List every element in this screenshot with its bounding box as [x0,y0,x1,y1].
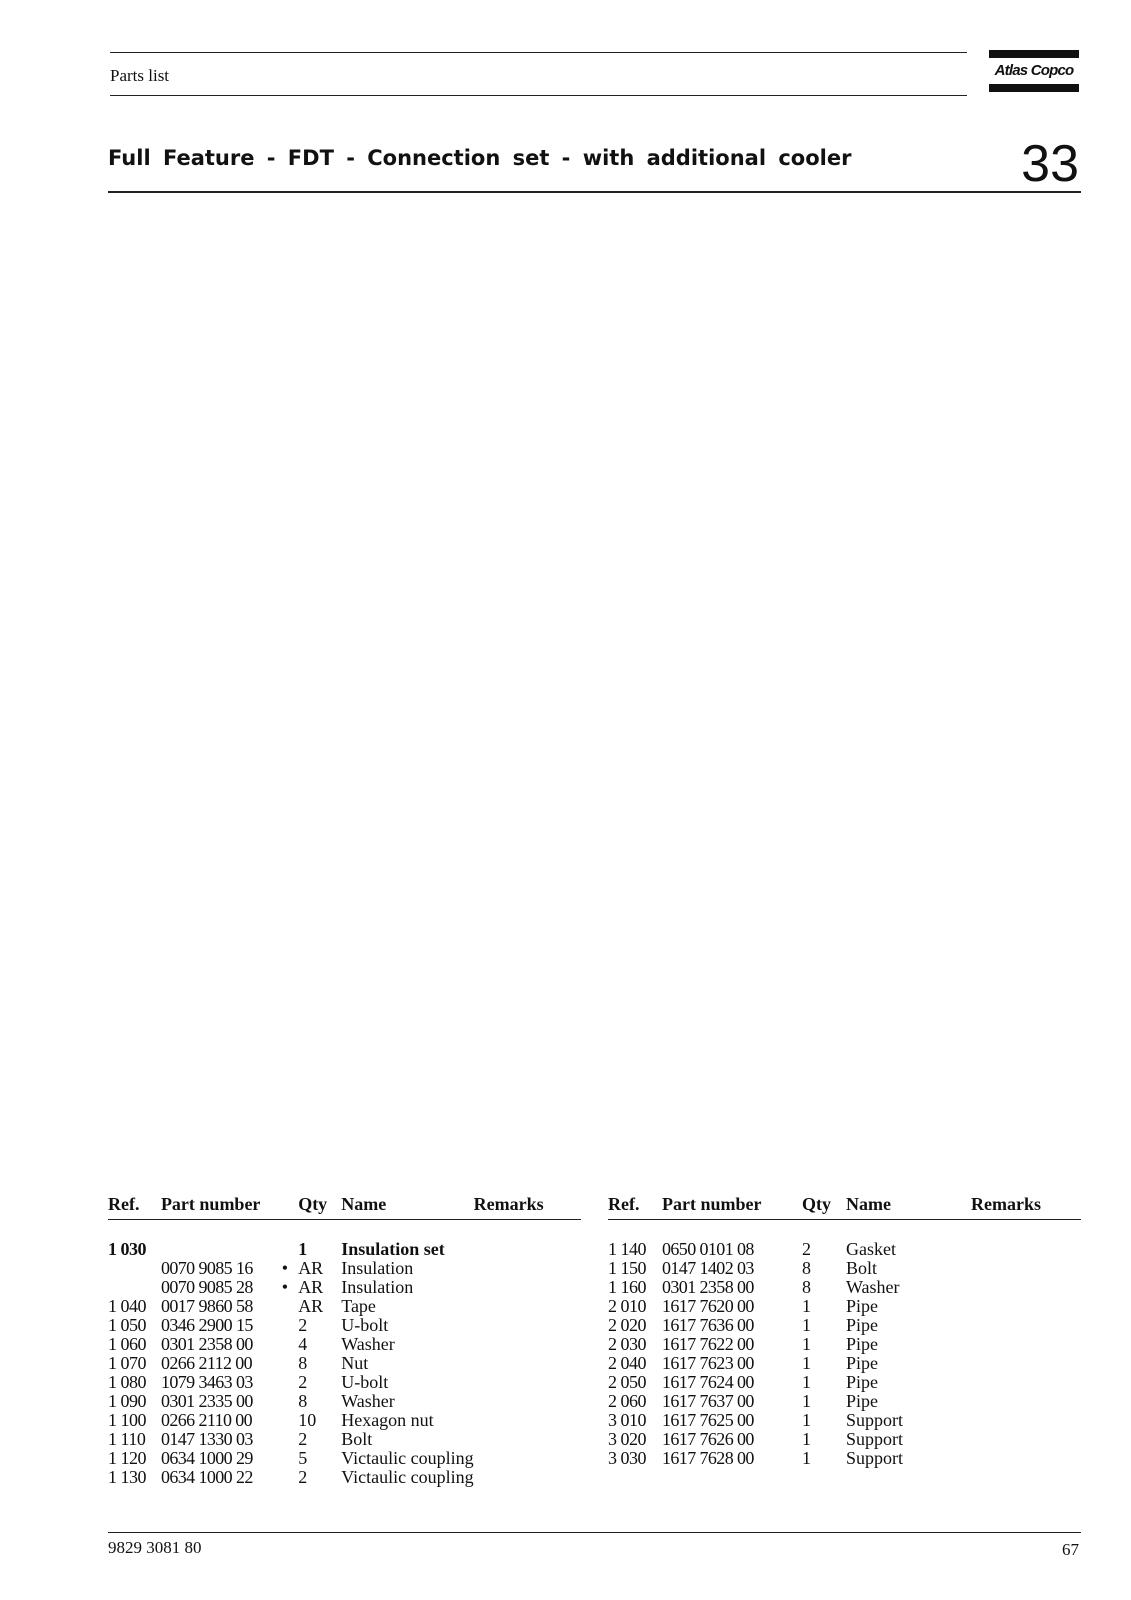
section-label: Parts list [110,66,170,85]
cell-name: Support [846,1448,904,1468]
parts-table-left-body [108,1220,581,1488]
table-row [608,1449,1081,1468]
cell-name: Pipe [846,1315,879,1335]
cell-remarks [474,1392,581,1411]
cell-qty: 2 [298,1315,308,1335]
cell-ref: 3 010 [608,1410,646,1430]
cell-remarks [971,1449,1081,1468]
cell-remarks [474,1354,581,1373]
table-row [108,1297,581,1316]
cell-ref: 1 140 [608,1239,646,1259]
cell-ref [108,1278,161,1297]
cell-remarks [971,1240,1081,1259]
cell-qty: 5 [298,1448,308,1468]
page-title: Full Feature - FDT - Connection set - with additional cooler [108,146,852,170]
cell-part: 1617 7624 00 [662,1372,754,1392]
table-row [108,1468,581,1487]
cell-remarks [474,1430,581,1449]
cell-name: Victaulic coupling [341,1448,474,1468]
cell-part: 1617 7622 00 [662,1334,754,1354]
cell-name: Washer [846,1277,900,1297]
cell-qty: 2 [298,1372,308,1392]
cell-part: 0650 0101 08 [662,1239,754,1259]
company-logo [989,50,1079,94]
cell-name: Pipe [846,1391,879,1411]
table-row [108,1411,581,1430]
col-header-remarks: Remarks [971,1195,1081,1220]
cell-remarks [474,1335,581,1354]
table-row [608,1335,1081,1354]
cell-part [161,1240,272,1259]
cell-qty: 8 [298,1391,308,1411]
cell-ref: 1 130 [108,1467,146,1487]
cell-qty: 1 [802,1429,811,1449]
cell-remarks [474,1468,581,1487]
footer-rule [108,1532,1081,1533]
cell-qty: 4 [298,1334,308,1354]
cell-dot [272,1354,299,1373]
parts-table-right-body [608,1220,1081,1469]
cell-remarks [971,1430,1081,1449]
cell-name: Bolt [846,1258,878,1278]
cell-ref: 3 020 [608,1429,646,1449]
cell-part: 0346 2900 15 [160,1315,253,1335]
cell-qty: 1 [802,1410,811,1430]
spacer-cell [608,1220,1081,1241]
cell-name: Pipe [846,1334,879,1354]
cell-dot [774,1354,802,1373]
cell-ref: 1 150 [608,1258,646,1278]
cell-ref: 1 070 [108,1353,146,1373]
cell-remarks [474,1240,581,1259]
cell-remarks [474,1278,581,1297]
cell-remarks [971,1411,1081,1430]
cell-qty: 1 [298,1239,308,1259]
logo-text: Atlas Copco [994,62,1074,79]
col-header-ref: Ref. [608,1195,662,1220]
cell-qty: AR [298,1258,324,1278]
cell-ref: 1 040 [108,1296,146,1316]
cell-qty: 2 [298,1429,308,1449]
col-header-qty: Qty [802,1195,846,1220]
cell-dot [774,1278,802,1297]
cell-name: Pipe [846,1296,879,1316]
cell-dot [272,1430,299,1449]
cell-remarks [474,1297,581,1316]
table-row [108,1392,581,1411]
cell-ref: 1 030 [108,1239,146,1259]
table-header-row [608,1195,1081,1220]
cell-dot [272,1297,299,1316]
cell-ref: 1 080 [108,1372,146,1392]
table-row [108,1316,581,1335]
cell-dot [272,1373,299,1392]
cell-dot [774,1335,802,1354]
cell-name: Tape [341,1296,376,1316]
table-row [608,1297,1081,1316]
cell-part: 0070 9085 16 [160,1258,253,1278]
cell-name: Support [846,1429,904,1449]
cell-remarks [971,1335,1081,1354]
table-row [608,1316,1081,1335]
cell-name: U-bolt [341,1315,389,1335]
cell-qty: AR [298,1296,324,1316]
cell-qty: 10 [298,1410,317,1430]
cell-name: Insulation set [341,1239,445,1259]
cell-qty: 1 [802,1334,811,1354]
cell-qty: 2 [802,1239,811,1259]
table-row [108,1335,581,1354]
cell-ref: 1 090 [108,1391,146,1411]
cell-part: 1617 7626 00 [662,1429,754,1449]
section-number: 33 [1021,135,1079,193]
cell-name: Nut [341,1353,369,1373]
cell-dot [272,1392,299,1411]
cell-qty: 1 [802,1353,811,1373]
cell-remarks [474,1259,581,1278]
cell-dot: • [281,1277,289,1297]
page-number: 67 [1062,1540,1079,1559]
cell-qty: 1 [802,1391,811,1411]
cell-dot [774,1392,802,1411]
title-rule [108,191,1081,193]
cell-remarks [971,1278,1081,1297]
cell-part: 1617 7625 00 [662,1410,754,1430]
cell-dot [774,1373,802,1392]
cell-name: Insulation [341,1277,414,1297]
cell-dot [774,1316,802,1335]
cell-dot [774,1449,802,1468]
cell-remarks [971,1316,1081,1335]
cell-part: 1617 7623 00 [662,1353,754,1373]
cell-name: U-bolt [341,1372,389,1392]
cell-dot [774,1411,802,1430]
cell-ref: 2 030 [608,1334,646,1354]
cell-qty: 1 [802,1315,811,1335]
cell-dot: • [281,1258,289,1278]
cell-ref: 1 110 [108,1429,146,1449]
cell-ref: 2 020 [608,1315,646,1335]
cell-dot [774,1297,802,1316]
header-top-rule [110,52,967,53]
cell-remarks [474,1449,581,1468]
cell-name: Victaulic coupling [341,1467,474,1487]
cell-dot [272,1411,299,1430]
cell-name: Washer [341,1334,395,1354]
table-row [108,1373,581,1392]
document-number: 9829 3081 80 [108,1538,202,1557]
spacer-cell [108,1220,581,1241]
cell-qty: 1 [802,1372,811,1392]
cell-name: Hexagon nut [341,1410,434,1430]
cell-ref [108,1259,161,1278]
cell-qty: 1 [802,1296,811,1316]
cell-remarks [971,1373,1081,1392]
table-row [608,1411,1081,1430]
table-row [108,1240,581,1259]
cell-ref: 2 040 [608,1353,646,1373]
cell-remarks [474,1411,581,1430]
cell-qty: 1 [802,1448,811,1468]
cell-part: 1079 3463 03 [160,1372,253,1392]
cell-ref: 1 100 [108,1410,146,1430]
cell-name: Insulation [341,1258,414,1278]
cell-name: Bolt [341,1429,373,1449]
cell-remarks [474,1373,581,1392]
cell-dot [272,1335,299,1354]
cell-part: 1617 7637 00 [662,1391,754,1411]
col-header-part-number: Part number [161,1195,272,1220]
table-row [108,1449,581,1468]
col-header-dot [272,1195,299,1220]
col-header-part-number: Part number [662,1195,774,1220]
cell-qty: 8 [802,1258,811,1278]
table-row [608,1259,1081,1278]
cell-name: Gasket [846,1239,896,1259]
cell-dot [774,1240,802,1259]
col-header-dot [774,1195,802,1220]
col-header-qty: Qty [298,1195,341,1220]
cell-dot [774,1430,802,1449]
cell-remarks [474,1316,581,1335]
cell-part: 0634 1000 29 [160,1448,253,1468]
cell-part: 0301 2335 00 [160,1391,253,1411]
cell-part: 0301 2358 00 [160,1334,253,1354]
header-bottom-rule [110,95,967,96]
cell-remarks [971,1297,1081,1316]
cell-remarks [971,1392,1081,1411]
col-header-name: Name [341,1195,473,1220]
cell-qty: 2 [298,1467,308,1487]
table-row [608,1430,1081,1449]
cell-part: 0147 1330 03 [160,1429,253,1449]
cell-remarks [971,1354,1081,1373]
logo-bottom-bar [989,84,1079,92]
cell-qty: AR [298,1277,324,1297]
cell-remarks [971,1259,1081,1278]
table-row [108,1259,581,1278]
cell-dot [272,1240,299,1259]
table-row [608,1278,1081,1297]
cell-ref: 3 030 [608,1448,646,1468]
table-spacer-row [108,1220,581,1241]
cell-name: Pipe [846,1353,879,1373]
parts-table-left [108,1195,581,1487]
cell-dot [272,1449,299,1468]
cell-part: 0070 9085 28 [160,1277,253,1297]
cell-ref: 1 060 [108,1334,146,1354]
table-row [608,1392,1081,1411]
cell-dot [774,1259,802,1278]
cell-part: 0301 2358 00 [662,1277,754,1297]
cell-part: 1617 7628 00 [662,1448,754,1468]
table-spacer-row [608,1220,1081,1241]
cell-ref: 2 050 [608,1372,646,1392]
cell-ref: 1 120 [108,1448,146,1468]
cell-part: 0266 2112 00 [160,1353,253,1373]
cell-part: 0017 9860 58 [160,1296,253,1316]
cell-dot [272,1316,299,1335]
cell-name: Washer [341,1391,395,1411]
col-header-remarks: Remarks [474,1195,581,1220]
cell-dot [272,1468,299,1487]
table-row [608,1240,1081,1259]
col-header-name: Name [846,1195,971,1220]
table-row [608,1373,1081,1392]
table-row [108,1354,581,1373]
cell-part: 1617 7620 00 [662,1296,754,1316]
cell-part: 0634 1000 22 [160,1467,253,1487]
cell-part: 0147 1402 03 [662,1258,754,1278]
cell-name: Pipe [846,1372,879,1392]
cell-ref: 1 050 [108,1315,146,1335]
col-header-ref: Ref. [108,1195,161,1220]
cell-part: 0266 2110 00 [160,1410,253,1430]
cell-ref: 2 060 [608,1391,646,1411]
table-row [608,1354,1081,1373]
parts-table-right [608,1195,1081,1468]
cell-part: 1617 7636 00 [662,1315,754,1335]
cell-qty: 8 [298,1353,308,1373]
logo-top-bar [989,50,1079,58]
cell-name: Support [846,1410,904,1430]
cell-qty: 8 [802,1277,811,1297]
cell-ref: 2 010 [608,1296,646,1316]
cell-ref: 1 160 [608,1277,646,1297]
table-header-row [108,1195,581,1220]
table-row [108,1430,581,1449]
table-row [108,1278,581,1297]
